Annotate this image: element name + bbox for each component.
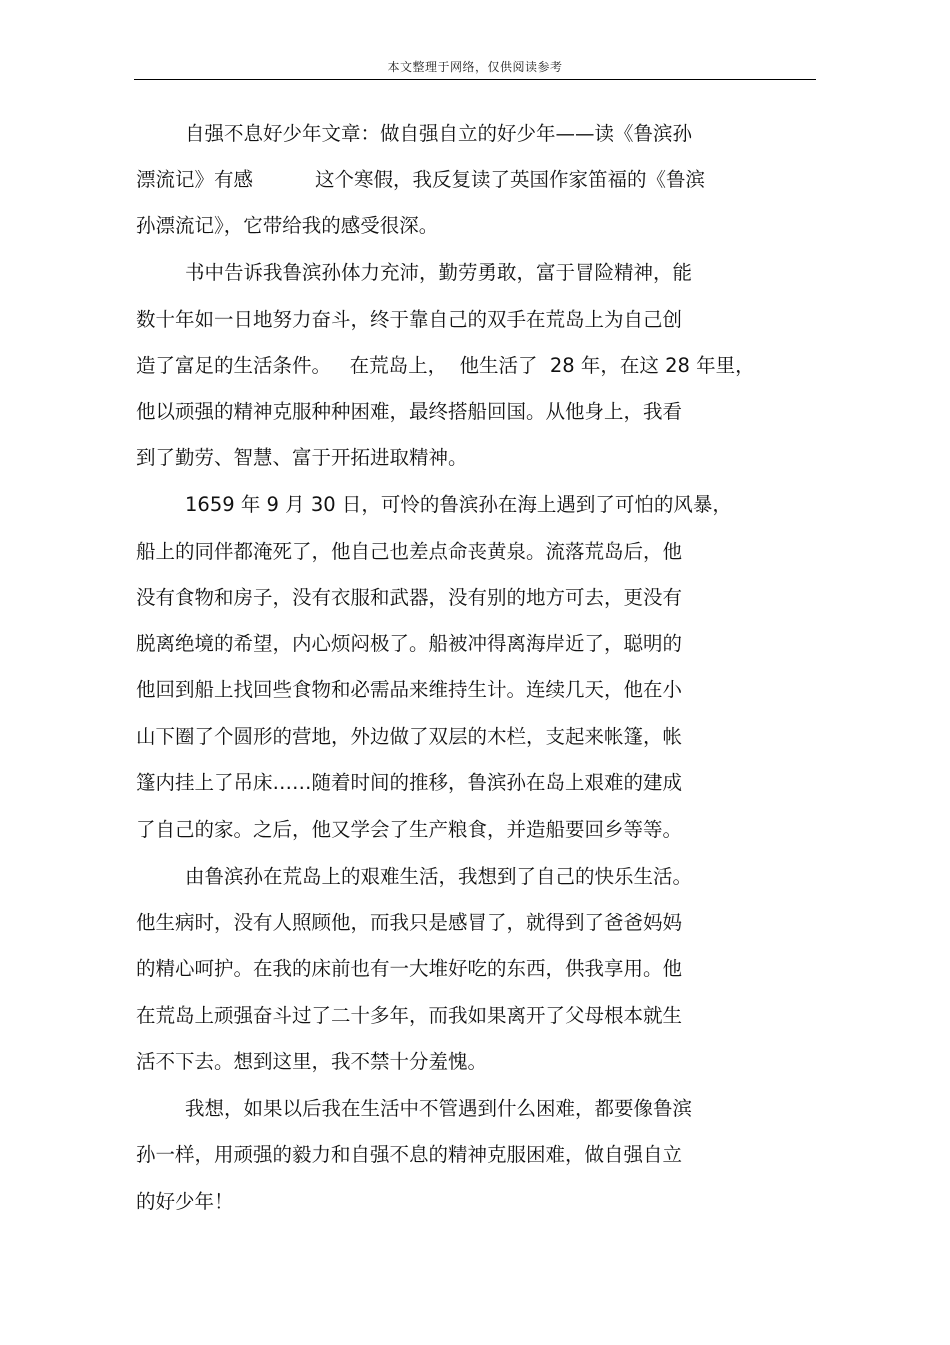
text-line: 的精心呵护。在我的床前也有一大堆好吃的东西，供我享用。他 bbox=[136, 957, 683, 980]
text-line: 我想，如果以后我在生活中不管遇到什么困难，都要像鲁滨 bbox=[185, 1097, 693, 1120]
text-line: 他生病时，没有人照顾他，而我只是感冒了，就得到了爸爸妈妈 bbox=[136, 911, 683, 934]
text-line: 没有食物和房子，没有衣服和武器，没有别的地方可去，更没有 bbox=[136, 586, 683, 609]
text-line: 漂流记》有感 这个寒假，我反复读了英国作家笛福的《鲁滨 bbox=[136, 168, 705, 191]
text-line: 由鲁滨孙在荒岛上的艰难生活，我想到了自己的快乐生活。 bbox=[185, 865, 693, 888]
page-header: 本文整理于网络，仅供阅读参考 bbox=[387, 60, 563, 74]
text-line: 脱离绝境的希望，内心烦闷极了。船被冲得离海岸近了，聪明的 bbox=[136, 632, 683, 655]
text-line: 孙一样，用顽强的毅力和自强不息的精神克服困难，做自强自立 bbox=[136, 1143, 683, 1166]
text-line: 他以顽强的精神克服种种困难，最终搭船回国。从他身上，我看 bbox=[136, 400, 683, 423]
text-line: 孙漂流记》，它带给我的感受很深。 bbox=[136, 214, 439, 237]
text-line: 活不下去。想到这里，我不禁十分羞愧。 bbox=[136, 1050, 488, 1073]
text-line: 他回到船上找回些食物和必需品来维持生计。连续几天，他在小 bbox=[136, 678, 683, 701]
text-line: 数十年如一日地努力奋斗，终于靠自己的双手在荒岛上为自己创 bbox=[136, 308, 683, 331]
text-line: 在荒岛上顽强奋斗过了二十多年，而我如果离开了父母根本就生 bbox=[136, 1004, 683, 1027]
text-line: 山下圈了个圆形的营地，外边做了双层的木栏，支起来帐篷，帐 bbox=[136, 725, 683, 748]
text-line: 书中告诉我鲁滨孙体力充沛，勤劳勇敢，富于冒险精神，能 bbox=[185, 261, 693, 284]
text-line: 1659 年 9 月 30 日，可怜的鲁滨孙在海上遇到了可怕的风暴， bbox=[185, 493, 732, 516]
text-line: 到了勤劳、智慧、富于开拓进取精神。 bbox=[136, 446, 468, 469]
text-line: 了自己的家。之后，他又学会了生产粮食，并造船要回乡等等。 bbox=[136, 818, 683, 841]
text-line: 的好少年！ bbox=[136, 1190, 234, 1213]
text-line: 篷内挂上了吊床……随着时间的推移，鲁滨孙在岛上艰难的建成 bbox=[136, 771, 683, 794]
text-line: 自强不息好少年文章：做自强自立的好少年——读《鲁滨孙 bbox=[185, 122, 693, 145]
text-line: 造了富足的生活条件。 在荒岛上， 他生活了 28 年，在这 28 年里， bbox=[136, 354, 755, 377]
text-line: 船上的同伴都淹死了，他自己也差点命丧黄泉。流落荒岛后，他 bbox=[136, 540, 683, 563]
